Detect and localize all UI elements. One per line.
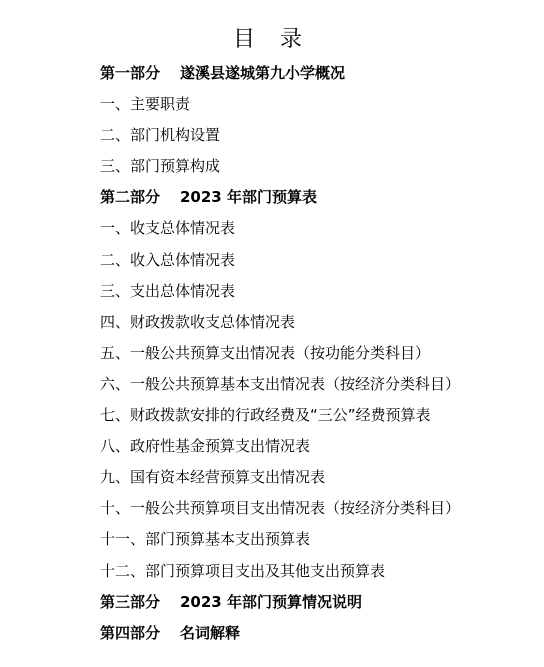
toc-item: 十二、部门预算项目支出及其他支出预算表 — [100, 561, 386, 580]
toc-part-4 — [100, 618, 460, 649]
toc-item: 六、一般公共预算基本支出情况表（按经济分类科目） — [100, 374, 461, 393]
toc-item: 四、财政拨款收支总体情况表 — [100, 312, 296, 331]
toc-part-3 — [100, 587, 460, 618]
toc-item: 一、收支总体情况表 — [100, 219, 236, 238]
toc-item: 九、国有资本经营预算支出情况表 — [100, 468, 326, 487]
part-title: 2023 年部门预算表 — [180, 188, 317, 207]
part-label: 第二部分 — [100, 188, 161, 207]
toc-item: 五、一般公共预算支出情况表（按功能分类科目） — [100, 343, 431, 362]
toc-item: 七、财政拨款安排的行政经费及“三公”经费预算表 — [100, 406, 431, 425]
toc-part-1 — [100, 58, 460, 89]
toc-item: 二、部门机构设置 — [100, 126, 221, 145]
toc-item: 八、政府性基金预算支出情况表 — [100, 437, 311, 456]
toc-item: 十一、部门预算基本支出预算表 — [100, 530, 311, 549]
toc-part-2 — [100, 182, 460, 213]
part-title: 2023 年部门预算情况说明 — [180, 592, 362, 611]
toc-item: 二、收入总体情况表 — [100, 250, 236, 269]
part-label: 第四部分 — [100, 623, 161, 642]
part-label: 第三部分 — [100, 592, 161, 611]
part-title: 名词解释 — [180, 623, 241, 642]
toc-item: 一、主要职责 — [100, 95, 191, 114]
toc-item: 十、一般公共预算项目支出情况表（按经济分类科目） — [100, 499, 461, 518]
part-title: 遂溪县遂城第九小学概况 — [180, 64, 346, 82]
page-title: 目 录 — [233, 27, 311, 52]
toc-item: 三、部门预算构成 — [100, 157, 221, 176]
part-label: 第一部分 — [100, 64, 161, 82]
toc-item: 三、支出总体情况表 — [100, 281, 236, 300]
toc-list — [100, 58, 460, 649]
